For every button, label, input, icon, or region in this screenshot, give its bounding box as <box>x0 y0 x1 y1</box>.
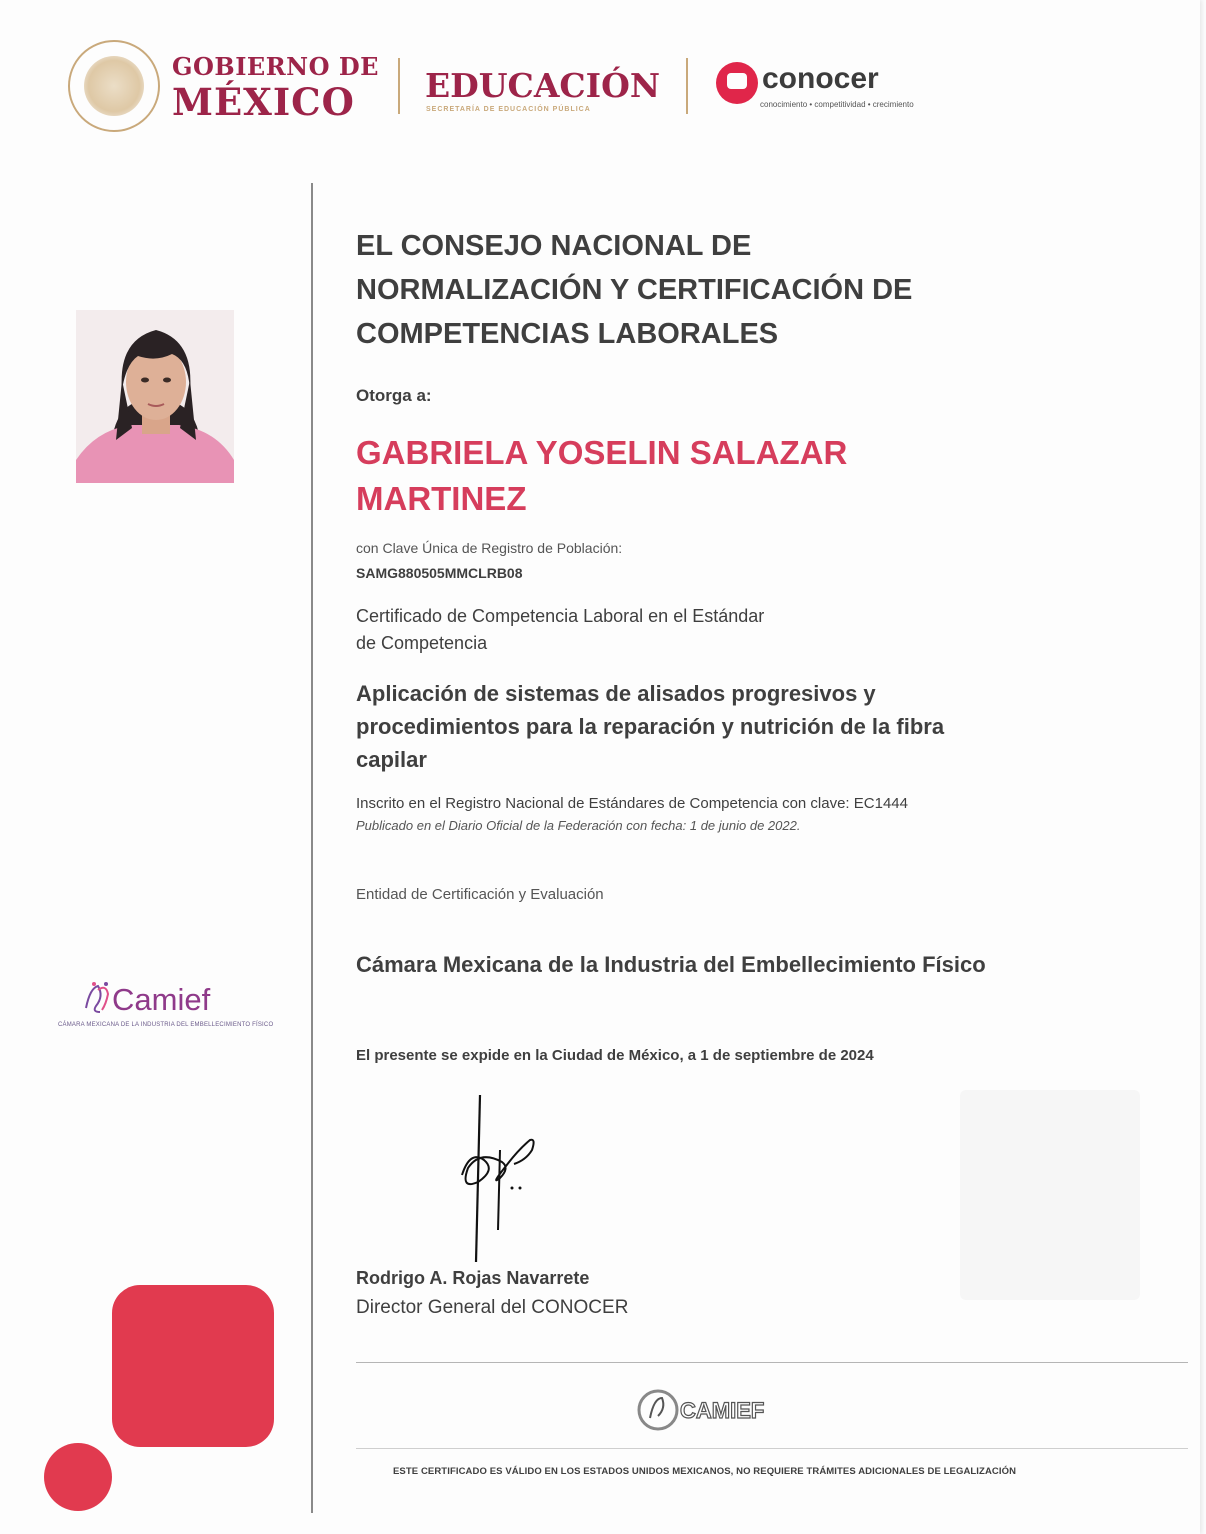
vertical-divider <box>311 183 313 1513</box>
validity-statement: ESTE CERTIFICADO ES VÁLIDO EN LOS ESTADOS UNIDOS MEXICANOS, NO REQUIERE TRÁMITES ADICIONALES DE LEGALIZACIÓN <box>393 1466 1017 1477</box>
competency-standard-line: capilar <box>356 747 427 772</box>
camief-logo: Camief <box>112 982 211 1017</box>
registry-text: Inscrito en el Registro Nacional de Estándares de Competencia con clave: EC1444 <box>356 795 908 812</box>
signature <box>440 1090 550 1265</box>
conocer-logo: conocer <box>762 62 879 95</box>
issuer-title-line: NORMALIZACIÓN Y CERTIFICACIÓN DE <box>356 274 913 306</box>
footer-divider <box>356 1362 1188 1363</box>
curp-label: con Clave Única de Registro de Población: <box>356 540 623 556</box>
recipient-name-line: GABRIELA YOSELIN SALAZAR <box>356 434 848 471</box>
competency-standard <box>356 677 1076 776</box>
conocer-logo-icon <box>716 62 758 104</box>
recipient-name-line: MARTINEZ <box>356 480 527 517</box>
portrait-illustration <box>76 310 234 483</box>
issuer-title-line: EL CONSEJO NACIONAL DE <box>356 230 752 262</box>
gobierno-line2: MÉXICO <box>172 80 355 124</box>
footer-logo-word: CAMIEF <box>680 1398 765 1423</box>
educacion-logo: EDUCACIÓN <box>425 66 661 105</box>
recipient-photo <box>76 310 234 483</box>
header-divider <box>686 58 688 114</box>
publication-text: Publicado en el Diario Oficial de la Federación con fecha: 1 de junio de 2022. <box>356 818 801 833</box>
watermark <box>960 1090 1140 1300</box>
entity-label: Entidad de Certificación y Evaluación <box>356 886 604 903</box>
recipient-name <box>356 430 996 522</box>
header-divider <box>398 58 400 114</box>
camief-subtitle: CÁMARA MEXICANA DE LA INDUSTRIA DEL EMBELLECIMIENTO FÍSICO <box>58 1022 274 1028</box>
certificate-description-line: de Competencia <box>356 633 488 653</box>
competency-standard-line: procedimientos para la reparación y nutrición de la fibra <box>356 714 945 739</box>
curp-value: SAMG880505MMCLRB08 <box>356 565 523 581</box>
educacion-subtitle: SECRETARÍA DE EDUCACIÓN PÚBLICA <box>426 106 591 113</box>
footer-divider <box>356 1448 1188 1449</box>
conocer-tagline: conocimiento • competitividad • crecimiento <box>760 100 914 109</box>
issuer-title-line: COMPETENCIAS LABORALES <box>356 318 779 350</box>
signer-title: Director General del CONOCER <box>356 1297 629 1318</box>
grants-label: Otorga a: <box>356 386 432 405</box>
certifying-entity: Cámara Mexicana de la Industria del Embellecimiento Físico <box>356 952 986 977</box>
competency-standard-line: Aplicación de sistemas de alisados progresivos y <box>356 681 876 706</box>
certificate-description-line: Certificado de Competencia Laboral en el Estándar <box>356 606 765 626</box>
gobierno-line1: GOBIERNO DE <box>172 52 379 81</box>
eagle-emblem-icon <box>84 56 144 116</box>
issue-statement: El presente se expide en la Ciudad de México, a 1 de septiembre de 2024 <box>356 1047 874 1064</box>
signer-name: Rodrigo A. Rojas Navarrete <box>356 1268 590 1288</box>
decorative-square <box>112 1285 274 1447</box>
decorative-circle <box>44 1443 112 1511</box>
certificate-description <box>356 603 916 657</box>
camief-footer-logo <box>634 1386 814 1432</box>
issuer-title <box>356 224 1056 356</box>
